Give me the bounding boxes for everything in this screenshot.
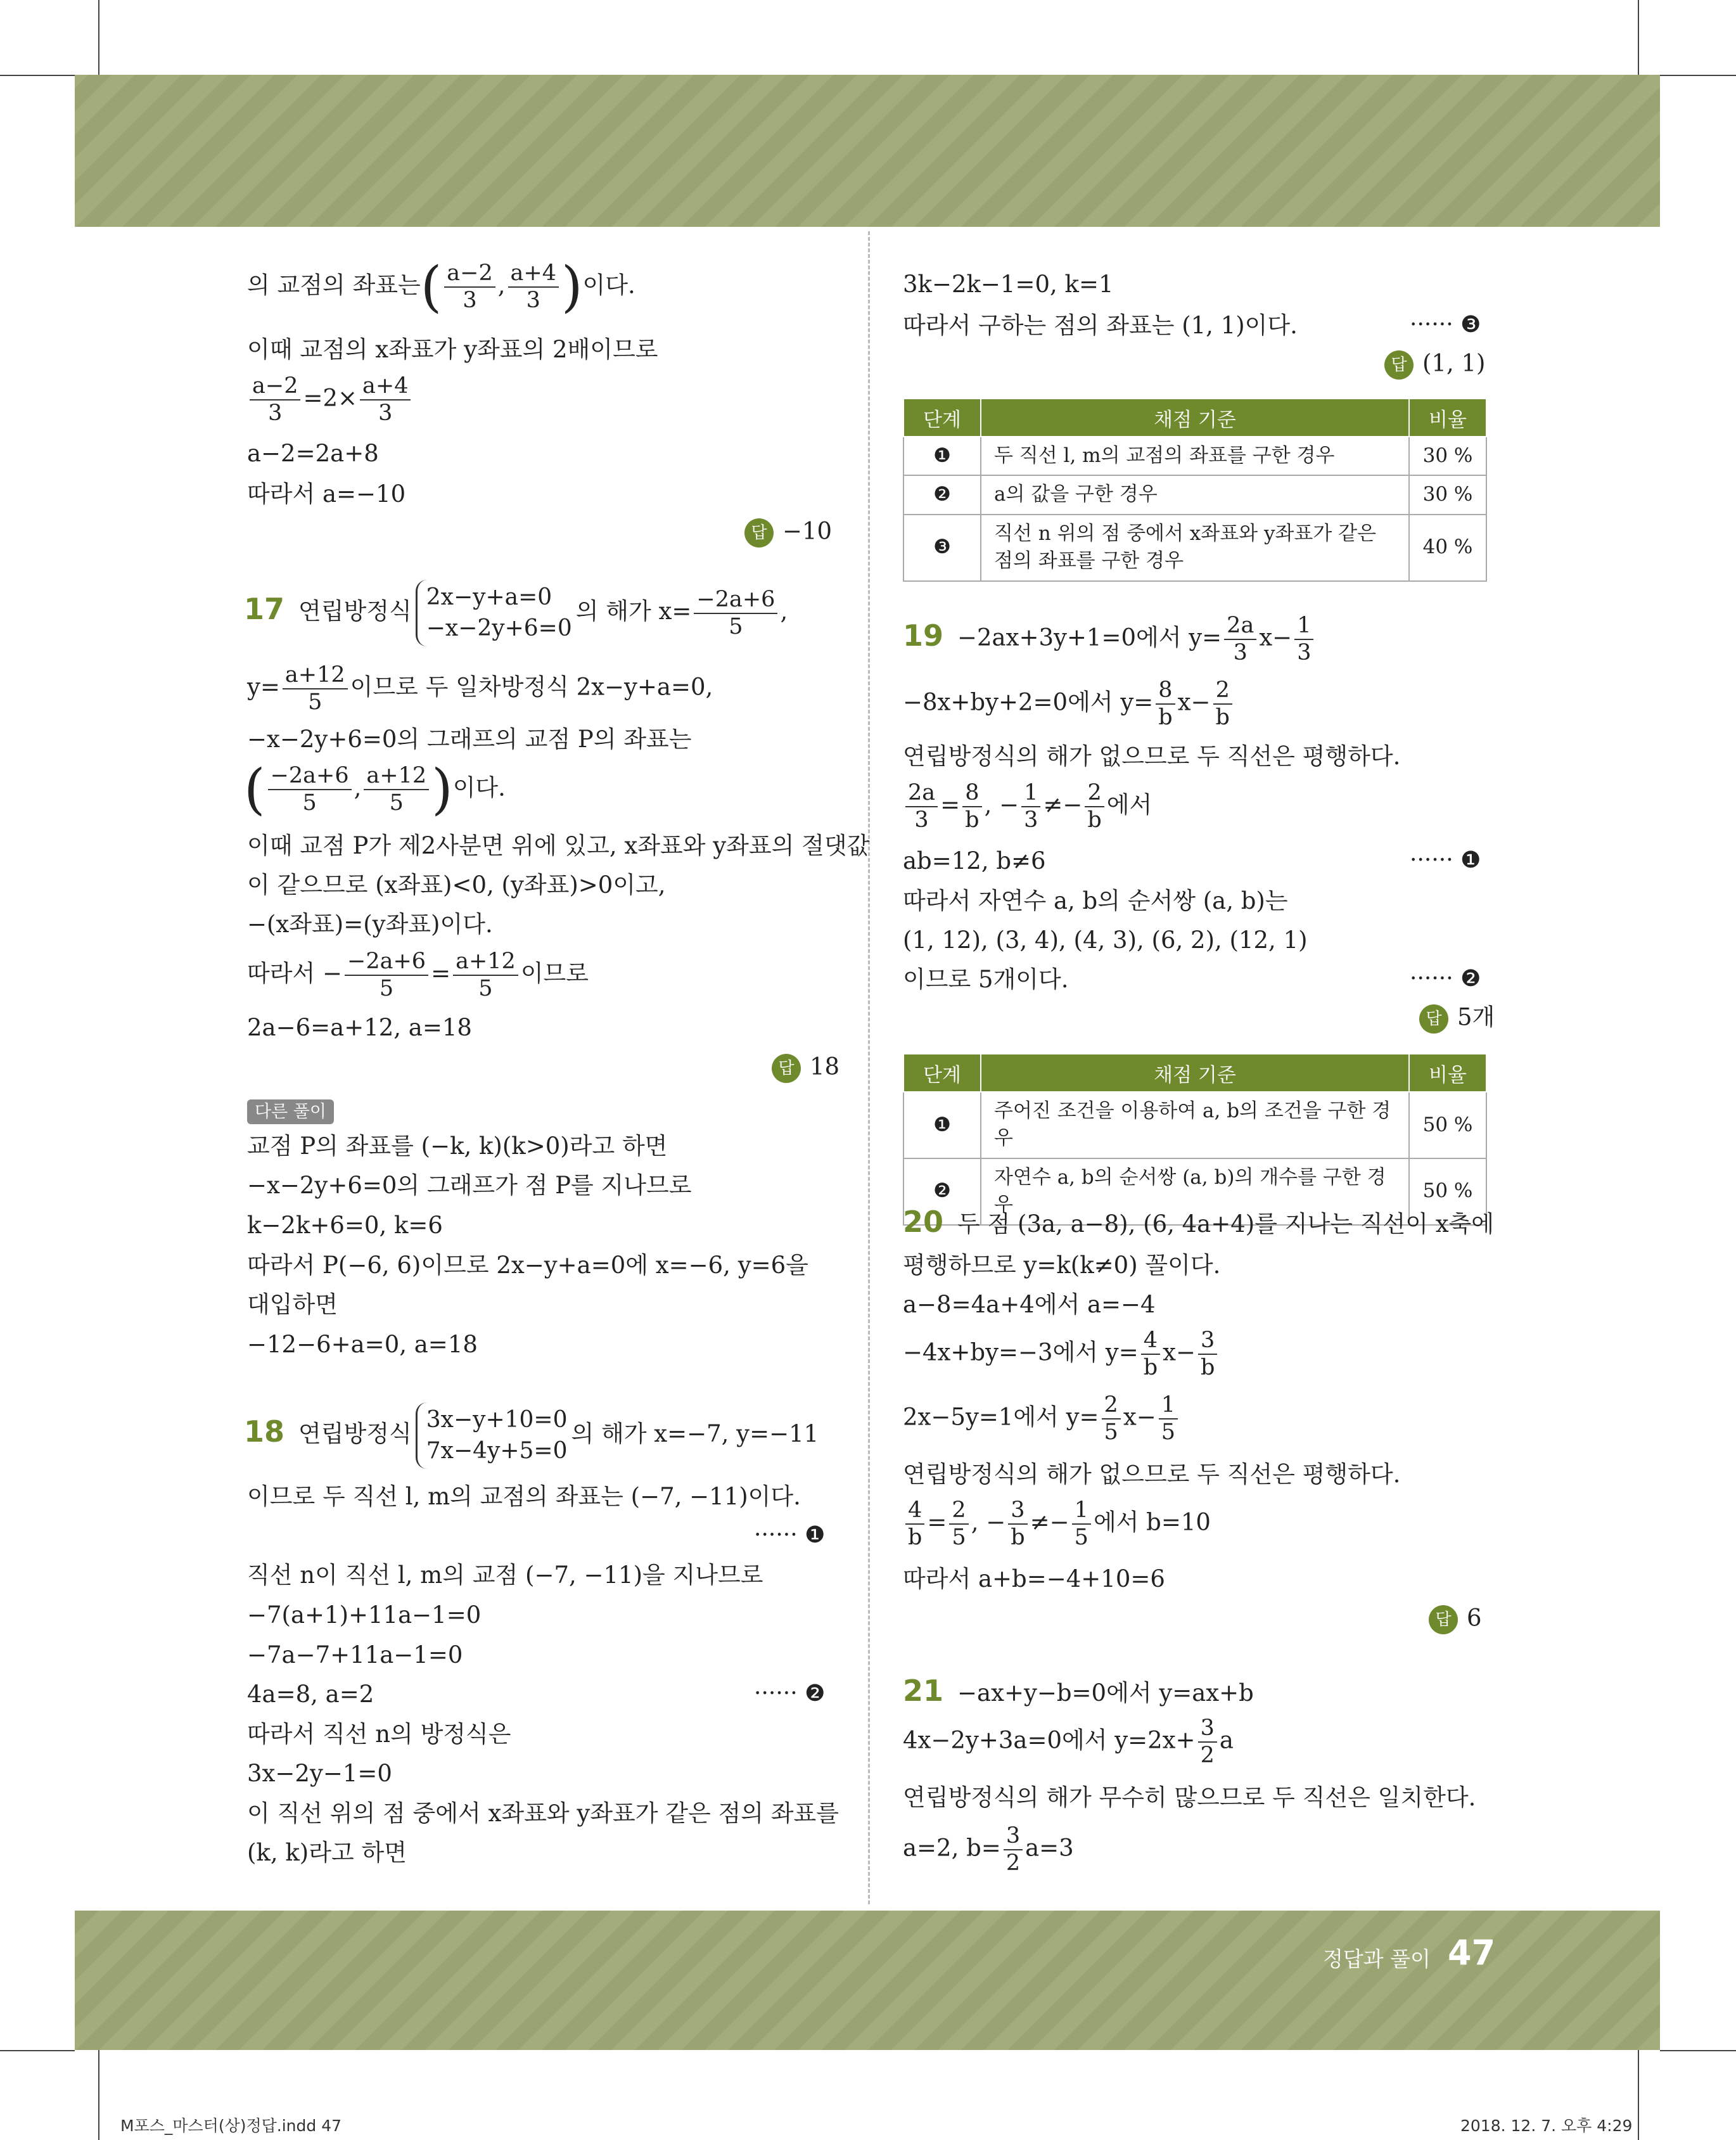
text-line: (k, k)라고 하면 (247, 1839, 407, 1866)
text-line: $\frac{a-2}{3}$ =2× $\frac{a+4}{3}$ (247, 375, 413, 425)
answer-badge: 답 (1419, 1004, 1448, 1034)
text-line: 이므로 두 직선 l, m의 교점의 좌표는 (−7, −11)이다. (247, 1483, 801, 1510)
text-line: 연립방정식의 해가 무수히 많으므로 두 직선은 일치한다. (903, 1784, 1476, 1811)
table-row: ❷ a의 값을 구한 경우 30 % (903, 475, 1486, 514)
answer-18: 답 (1, 1) (1384, 350, 1485, 380)
header-band (75, 75, 1660, 227)
question-number: 20 (903, 1205, 944, 1239)
crop-mark (1638, 0, 1639, 75)
text-line: 따라서 P(−6, 6)이므로 2x−y+a=0에 x=−6, y=6을 (247, 1252, 808, 1279)
answer-badge: 답 (772, 1054, 801, 1083)
text-line: −x−2y+6=0의 그래프가 점 P를 지나므로 (247, 1172, 692, 1199)
question-17-stem: 17 연립방정식 2x−y+a=0 −x−2y+6=0 의 해가 x= $\frac{-2a+6}{5}$ , (244, 580, 788, 646)
text-line: 연립방정식의 해가 없으므로 두 직선은 평행하다. (903, 1461, 1401, 1488)
question-number: 17 (244, 592, 285, 627)
text-line: k−2k+6=0, k=6 (247, 1212, 443, 1239)
step-marker: ······ ❷ (1410, 966, 1481, 992)
answer-19: 답 5개 (1419, 1004, 1495, 1034)
text-line: a−8=4a+4에서 a=−4 (903, 1291, 1156, 1318)
text-line: 평행하므로 y=k(k≠0) 꼴이다. (903, 1252, 1221, 1279)
text-line: −8x+by+2=0에서 y= $\frac{8}{b}$ x− $\frac{2}{b}$ (903, 679, 1235, 729)
text-line: −7(a+1)+11a−1=0 (247, 1601, 482, 1629)
text-line: $\frac{4}{b}$ = $\frac{2}{5}$ , − $\frac{3}{b}$ ≠− $\frac{1}{5}$ 에서 b=10 (903, 1499, 1211, 1549)
crop-mark (1660, 75, 1736, 76)
grading-table-18 (903, 398, 1487, 582)
page-number: 47 (1448, 1933, 1496, 1973)
step-marker: ······ ❶ (754, 1522, 826, 1548)
text-line: 이때 교점의 x좌표가 y좌표의 2배이므로 (247, 336, 658, 363)
answer-badge: 답 (1429, 1605, 1458, 1634)
equation-system: 2x−y+a=0 −x−2y+6=0 (416, 580, 572, 646)
question-number: 18 (244, 1414, 285, 1449)
question-number: 19 (903, 618, 944, 653)
equation-system: 3x−y+10=0 7x−4y+5=0 (416, 1402, 568, 1469)
text-line: 3k−2k−1=0, k=1 (903, 271, 1114, 298)
text-line: $\frac{2a}{3}$ = $\frac{8}{b}$ , − $\frac{1}{3}$ ≠− $\frac{2}{b}$ 에서 (903, 782, 1152, 831)
answer-badge: 답 (1384, 350, 1414, 380)
text-line: 2a−6=a+12, a=18 (247, 1014, 472, 1041)
text-line: 의 교점의 좌표는( $\frac{a-2}{3}$ , $\frac{a+4}{3}$ )이다. (247, 255, 635, 319)
text-line: −7a−7+11a−1=0 (247, 1641, 463, 1669)
crop-mark (98, 2050, 99, 2140)
alternative-solution-label: 다른 풀이 (247, 1099, 334, 1124)
table-header: 비율 (1409, 399, 1486, 437)
text-line: 따라서 직선 n의 방정식은 (247, 1720, 511, 1748)
text-line: 따라서 구하는 점의 좌표는 (1, 1)이다. (903, 312, 1298, 339)
step-marker: ······ ❷ (754, 1681, 826, 1707)
text-line: 이 같으므로 (x좌표)<0, (y좌표)>0이고, (247, 871, 666, 899)
text-line: 따라서 자연수 a, b의 순서쌍 (a, b)는 (903, 887, 1288, 914)
question-19-stem: 19 −2ax+3y+1=0에서 y= $\frac{2a}{3}$ x− $\frac{1}{3}$ (903, 615, 1316, 664)
question-20-stem: 20 두 점 (3a, a−8), (6, 4a+4)를 지나는 직선이 x축에 (903, 1205, 1495, 1239)
table-header: 비율 (1409, 1054, 1486, 1092)
section-title: 정답과 풀이 (1323, 1947, 1431, 1971)
file-slug: M포스_마스터(상)정답.indd 47 (120, 2117, 342, 2135)
question-21-stem: 21 −ax+y−b=0에서 y=ax+b (903, 1674, 1254, 1708)
text-line: 이므로 5개이다. (903, 966, 1069, 993)
text-line: ( $\frac{-2a+6}{5}$ , $\frac{a+12}{5}$ )이다. (244, 758, 506, 821)
text-line: 이 직선 위의 점 중에서 x좌표와 y좌표가 같은 점의 좌표를 (247, 1800, 839, 1827)
step-marker: ······ ❸ (1410, 312, 1481, 338)
column-divider (868, 231, 870, 1904)
question-number: 21 (903, 1674, 944, 1708)
crop-mark (98, 0, 99, 75)
print-timestamp: 2018. 12. 7. 오후 4:29 (1460, 2117, 1633, 2135)
text-line: −(x좌표)=(y좌표)이다. (247, 911, 493, 938)
text-line: −12−6+a=0, a=18 (247, 1331, 478, 1358)
text-line: y= $\frac{a+12}{5}$ 이므로 두 일차방정식 2x−y+a=0, (247, 662, 713, 715)
step-marker: ······ ❶ (1410, 847, 1481, 873)
text-line: 따라서 a+b=−4+10=6 (903, 1565, 1165, 1592)
text-line: 3x−2y−1=0 (247, 1760, 392, 1787)
table-row: ❷ 자연수 a, b의 순서쌍 (a, b)의 개수를 구한 경우 50 % (903, 1158, 1486, 1225)
crop-mark (1638, 2050, 1639, 2140)
text-line: 따라서 − $\frac{-2a+6}{5}$ = $\frac{a+12}{5}$ 이므로 (247, 949, 589, 1001)
text-line: 연립방정식의 해가 없으므로 두 직선은 평행하다. (903, 743, 1401, 770)
table-row: ❶ 주어진 조건을 이용하여 a, b의 조건을 구한 경우 50 % (903, 1092, 1486, 1158)
crop-mark (0, 2050, 75, 2051)
text-line: 이때 교점 P가 제2사분면 위에 있고, x좌표와 y좌표의 절댓값 (247, 832, 870, 859)
table-header: 채점 기준 (981, 1054, 1409, 1092)
table-header: 채점 기준 (981, 399, 1409, 437)
text-line: 2x−5y=1에서 y= $\frac{2}{5}$ x− $\frac{1}{5}$ (903, 1394, 1180, 1444)
crop-mark (0, 75, 75, 76)
answer-20: 답 6 (1429, 1605, 1482, 1634)
answer-17: 답 18 (772, 1054, 839, 1083)
table-row: ❶ 두 직선 l, m의 교점의 좌표를 구한 경우 30 % (903, 437, 1486, 475)
text-line: ab=12, b≠6 (903, 847, 1046, 875)
text-line: a−2=2a+8 (247, 440, 379, 467)
question-18-stem: 18 연립방정식 3x−y+10=0 7x−4y+5=0 의 해가 x=−7, y=−11 (244, 1402, 819, 1469)
text-line: 대입하면 (247, 1291, 338, 1318)
answer-16: 답 −10 (744, 518, 832, 548)
text-line: −x−2y+6=0의 그래프의 교점 P의 좌표는 (247, 726, 692, 753)
text-line: (1, 12), (3, 4), (4, 3), (6, 2), (12, 1) (903, 926, 1308, 954)
table-header: 단계 (903, 399, 981, 437)
grading-table-19 (903, 1053, 1487, 1226)
table-header: 단계 (903, 1054, 981, 1092)
text-line: 교점 P의 좌표를 (−k, k)(k>0)라고 하면 (247, 1132, 668, 1160)
text-line: a=2, b= $\frac{3}{2}$ a=3 (903, 1823, 1074, 1876)
text-line: 4x−2y+3a=0에서 y=2x+ $\frac{3}{2}$ a (903, 1715, 1234, 1768)
text-line: −4x+by=−3에서 y= $\frac{4}{b}$ x− $\frac{3}{b}$ (903, 1329, 1220, 1379)
answer-badge: 답 (744, 518, 774, 548)
text-line: 직선 n이 직선 l, m의 교점 (−7, −11)을 지나므로 (247, 1561, 763, 1589)
text-line: 4a=8, a=2 (247, 1681, 374, 1708)
crop-mark (1660, 2050, 1736, 2051)
footer-band (75, 1911, 1660, 2050)
table-row: ❸ 직선 n 위의 점 중에서 x좌표와 y좌표가 같은 점의 좌표를 구한 경우 40 % (903, 515, 1486, 581)
text-line: 따라서 a=−10 (247, 480, 406, 508)
